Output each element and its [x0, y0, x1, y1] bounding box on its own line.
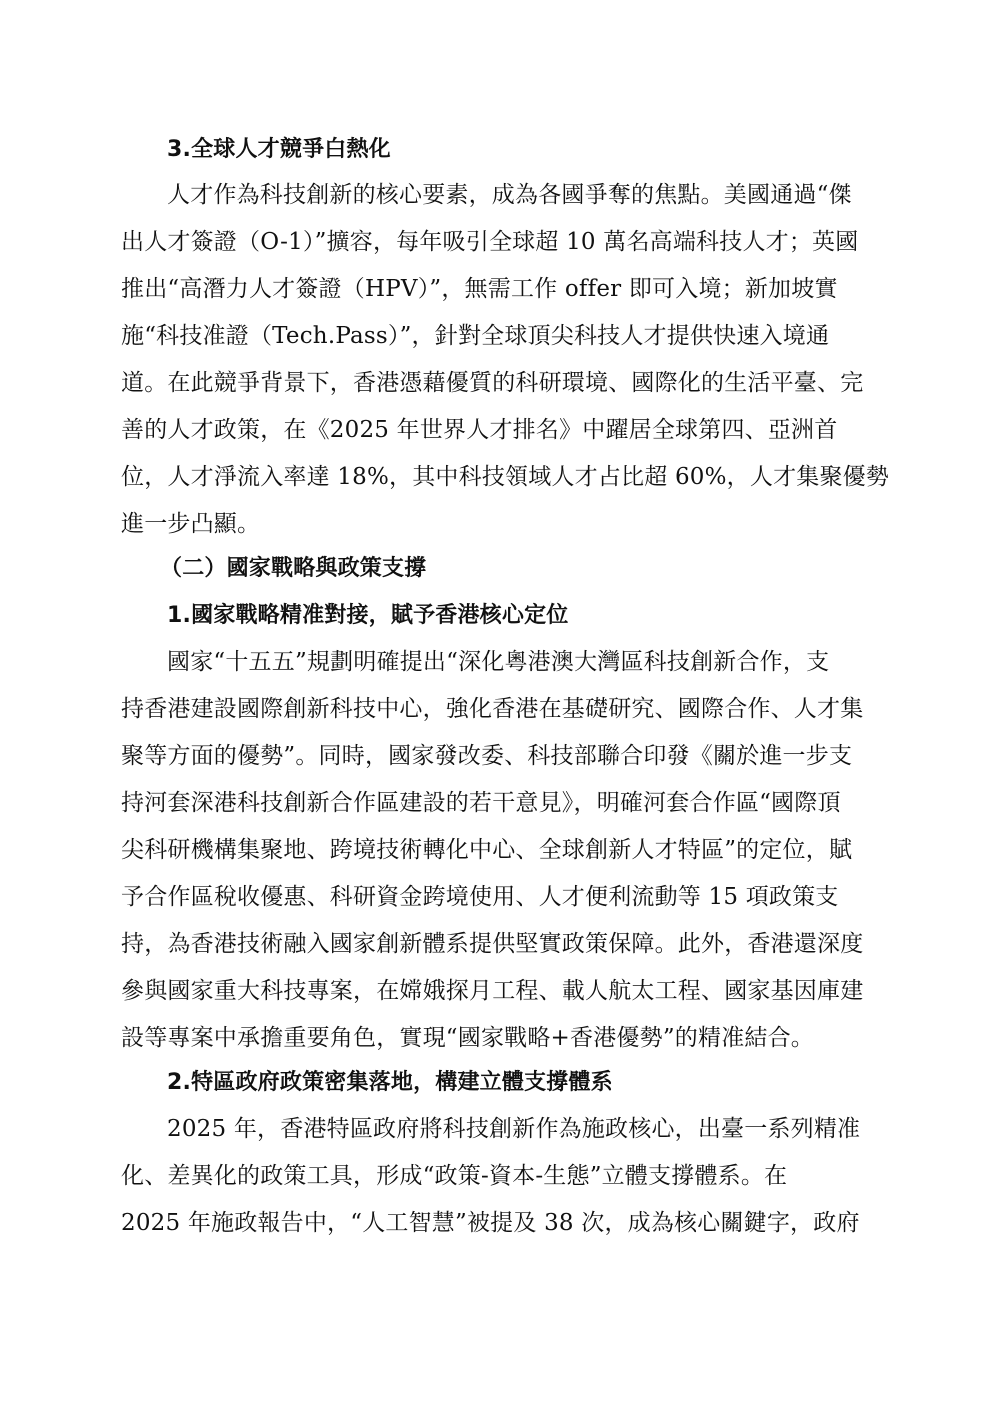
paragraph-line: 持河套深港科技創新合作區建設的若干意見》，明確河套合作區“國際頂	[121, 790, 841, 816]
paragraph-line: 參與國家重大科技專案，在嫦娥探月工程、載人航太工程、國家基因庫建	[121, 978, 864, 1004]
paragraph-line: 善的人才政策，在《2025 年世界人才排名》中躍居全球第四、亞洲首	[121, 417, 838, 443]
paragraph-line: 予合作區稅收優惠、科研資金跨境使用、人才便利流動等 15 項政策支	[121, 884, 839, 910]
paragraph-line: 持香港建設國際創新科技中心，強化香港在基礎研究、國際合作、人才集	[121, 696, 864, 722]
paragraph-line: 2025 年施政報告中，“人工智慧”被提及 38 次，成為核心關鍵字，政府	[121, 1210, 860, 1236]
paragraph-line: 出人才簽證（O-1）”擴容，每年吸引全球超 10 萬名高端科技人才；英國	[121, 229, 859, 255]
paragraph-line: 持，為香港技術融入國家創新體系提供堅實政策保障。此外，香港還深度	[121, 931, 864, 957]
paragraph-line: 2025 年，香港特區政府將科技創新作為施政核心，出臺一系列精准	[167, 1116, 861, 1142]
paragraph-line: 位，人才淨流入率達 18%，其中科技領域人才占比超 60%，人才集聚優勢	[121, 464, 890, 490]
section-heading-talent-competition: 3.全球人才競爭白熱化	[167, 137, 391, 162]
subsection-heading-strategy-alignment: 1.國家戰略精准對接，賦予香港核心定位	[167, 603, 569, 628]
paragraph-line: 尖科研機構集聚地、跨境技術轉化中心、全球創新人才特區”的定位，賦	[121, 837, 853, 863]
subsection-heading-government-policy: 2.特區政府政策密集落地，構建立體支撐體系	[167, 1070, 613, 1095]
paragraph-line: 化、差異化的政策工具，形成“政策-資本-生態”立體支撐體系。在	[121, 1163, 788, 1189]
paragraph-line: 國家“十五五”規劃明確提出“深化粵港澳大灣區科技創新合作，支	[167, 649, 830, 675]
paragraph-line: 人才作為科技創新的核心要素，成為各國爭奪的焦點。美國通過“傑	[167, 182, 852, 208]
paragraph-line: 進一步凸顯。	[121, 511, 261, 537]
paragraph-line: 施“科技准證（Tech.Pass）”，針對全球頂尖科技人才提供快速入境通	[121, 323, 830, 349]
section-heading-national-strategy: （二）國家戰略與政策支撐	[160, 556, 427, 581]
paragraph-line: 推出“高潛力人才簽證（HPV）”，無需工作 offer 即可入境；新加坡實	[121, 276, 838, 302]
paragraph-line: 道。在此競爭背景下，香港憑藉優質的科研環境、國際化的生活平臺、完	[121, 370, 864, 396]
paragraph-line: 聚等方面的優勢”。同時，國家發改委、科技部聯合印發《關於進一步支	[121, 743, 853, 769]
paragraph-line: 設等專案中承擔重要角色，實現“國家戰略+香港優勢”的精准結合。	[121, 1025, 814, 1051]
